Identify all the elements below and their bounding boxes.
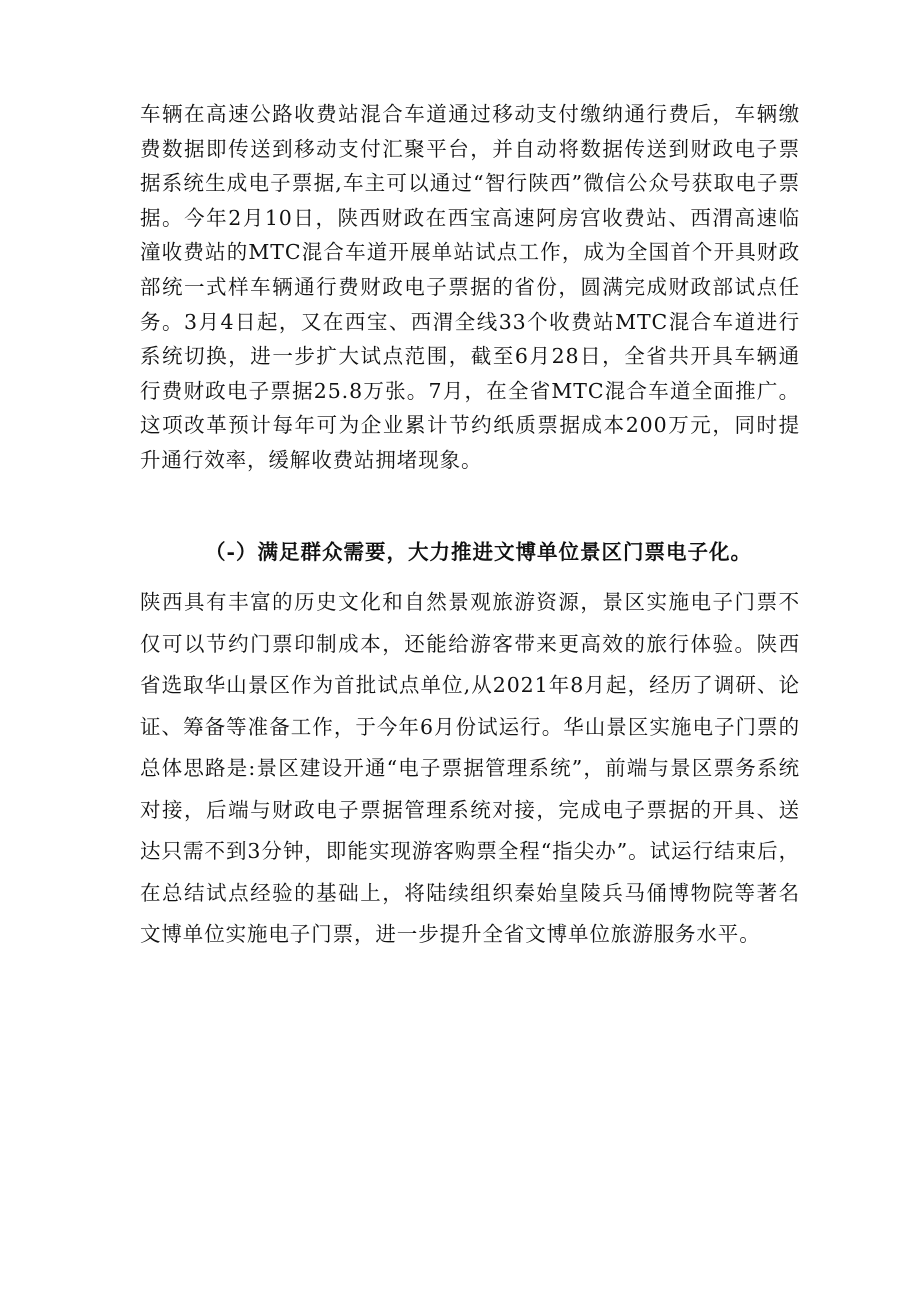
paragraph-scenic-e-ticket: 陕西具有丰富的历史文化和自然景观旅游资源，景区实施电子门票不仅可以节约门票印制成本，还能给游客带来更高效的旅行体验。陕西省选取华山景区作为首批试点单位,从2021年8月起，经历了调研、论证、筹备等准备工作，于今年6月份试运行。华山景区实施电子门票的总体思路是:景区建设开通“电子票据管理系统”，前端与景区票务系统对接，后端与财政电子票据管理系统对接，完成电子票据的开具、送达只需不到3分钟，即能实现游客购票全程“指尖办”。试运行结束后，在总结试点经验的基础上，将陆续组织秦始皇陵兵马俑博物院等著名文博单位实施电子门票，进一步提升全省文博单位旅游服务水平。 — [140, 590, 800, 946]
section-heading: （-）满足群众需要，大力推进文博单位景区门票电子化。 — [205, 540, 753, 564]
paragraph-etc-toll-invoice: 车辆在高速公路收费站混合车道通过移动支付缴纳通行费后，车辆缴费数据即传送到移动支付汇聚平台，并自动将数据传送到财政电子票据系统生成电子票据,车主可以通过“智行陕西”微信公众号获取电子票据。今年2月10日，陕西财政在西宝高速阿房宫收费站、西渭高速临潼收费站的MTC混合车道开展单站试点工作，成为全国首个开具财政部统一式样车辆通行费财政电子票据的省份，圆满完成财政部试点任务。3月4日起，又在西宝、西渭全线33个收费站MTC混合车道进行系统切换，进一步扩大试点范围，截至6月28日，全省共开具车辆通行费财政电子票据25.8万张。7月，在全省MTC混合车道全面推广。这项改革预计每年可为企业累计节约纸质票据成本200万元，同时提升通行效率，缓解收费站拥堵现象。 — [140, 102, 800, 472]
